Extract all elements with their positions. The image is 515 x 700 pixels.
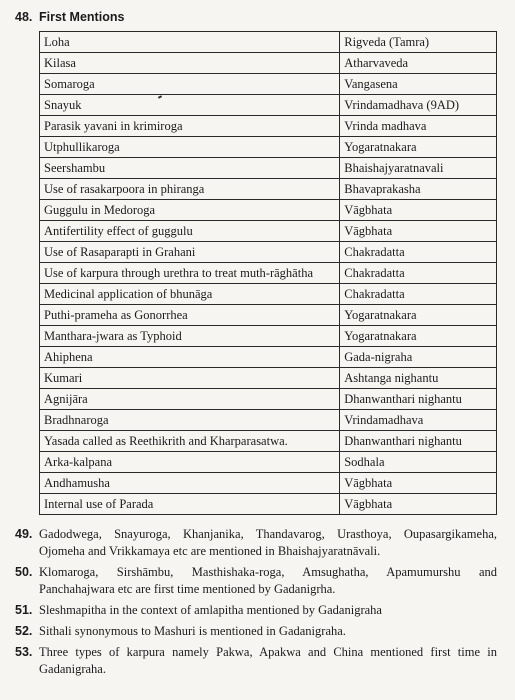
table-row [40,431,497,452]
note-number: 51. [15,603,33,617]
note-text: Sleshmapitha in the context of amlapitha mentioned by Gadanigraha [39,603,382,617]
item-cell: Guggulu in Medoroga [40,200,340,221]
table-row [40,284,497,305]
section-number: 48. [15,10,33,24]
source-cell: Vāgbhata [340,200,497,221]
table-row [40,137,497,158]
source-cell: Gada-nigraha [340,347,497,368]
table-row [40,158,497,179]
item-cell: Puthi-prameha as Gonorrhea [40,305,340,326]
item-cell: Internal use of Parada [40,494,340,515]
table-row [40,53,497,74]
note-item [15,644,497,678]
item-cell: Andhamusha [40,473,340,494]
item-cell: Arka-kalpana [40,452,340,473]
source-cell: Bhaishajyaratnavali [340,158,497,179]
item-cell: Loha [40,32,340,53]
note-number: 53. [15,645,33,659]
item-cell: Use of Rasaparapti in Grahani [40,242,340,263]
source-cell: Yogaratnakara [340,137,497,158]
table-row [40,32,497,53]
table-row [40,494,497,515]
source-cell: Chakradatta [340,263,497,284]
table-row [40,452,497,473]
table-row [40,368,497,389]
item-cell: Agnijāra [40,389,340,410]
item-cell: Kilasa [40,53,340,74]
item-cell: Seershambu [40,158,340,179]
note-text: Sithali synonymous to Mashuri is mentioned in Gadanigraha. [39,624,346,638]
note-item [15,602,497,619]
source-cell: Rigveda (Tamra) [340,32,497,53]
item-cell: Manthara-jwara as Typhoid [40,326,340,347]
source-cell: Yogaratnakara [340,326,497,347]
table-row [40,242,497,263]
table-row [40,347,497,368]
note-item [15,623,497,640]
source-cell: Vrinda madhava [340,116,497,137]
source-cell: Chakradatta [340,242,497,263]
table-row [40,116,497,137]
source-cell: Dhanwanthari nighantu [340,389,497,410]
note-number: 49. [15,527,33,541]
table-row [40,473,497,494]
table-row [40,200,497,221]
table-row [40,74,497,95]
item-cell: Ahiphena [40,347,340,368]
source-cell: Dhanwanthari nighantu [340,431,497,452]
first-mentions-table-body [40,32,497,515]
section-title: First Mentions [39,10,125,24]
item-cell: Parasik yavani in krimiroga [40,116,340,137]
source-cell: Sodhala [340,452,497,473]
item-cell: Use of karpura through urethra to treat muth-rāghātha [40,263,340,284]
table-row [40,179,497,200]
source-cell: Vāgbhata [340,494,497,515]
table-row [40,95,497,116]
note-item [15,526,497,560]
item-cell: Yasada called as Reethikrith and Kharparasatwa. [40,431,340,452]
table-row [40,326,497,347]
table-row [40,305,497,326]
table-row [40,221,497,242]
source-cell: Vrindamadhava (9AD) [340,95,497,116]
item-cell: Medicinal application of bhunāga [40,284,340,305]
source-cell: Vāgbhata [340,473,497,494]
note-text: Klomaroga, Sirshāmbu, Masthishaka-roga, Amsughatha, Apamumurshu and Panchahajwara etc are first time mentioned by Gadanigrha. [39,565,497,596]
note-text: Gadodwega, Snayuroga, Khanjanika, Thandavarog, Urasthoya, Oupasargikameha, Ojomeha and Vrikkamaya etc are mentioned in Bhaishajyaratnāvali. [39,527,497,558]
source-cell: Vrindamadhava [340,410,497,431]
table-row [40,410,497,431]
first-mentions-table [39,31,497,515]
item-cell: Somaroga [40,74,340,95]
item-cell: Snayuk [40,95,340,116]
note-number: 50. [15,565,33,579]
source-cell: Bhavaprakasha [340,179,497,200]
source-cell: Vāgbhata [340,221,497,242]
source-cell: Atharvaveda [340,53,497,74]
table-row [40,389,497,410]
table-row [40,263,497,284]
numbered-notes [15,526,497,682]
item-cell: Use of rasakarpoora in phiranga [40,179,340,200]
note-item [15,564,497,598]
item-cell: Kumari [40,368,340,389]
section-heading [15,10,124,24]
source-cell: Ashtanga nighantu [340,368,497,389]
note-number: 52. [15,624,33,638]
item-cell: Bradhnaroga [40,410,340,431]
item-cell: Utphullikaroga [40,137,340,158]
source-cell: Vangasena [340,74,497,95]
note-text: Three types of karpura namely Pakwa, Apakwa and China mentioned first time in Gadanigraha. [39,645,497,676]
source-cell: Yogaratnakara [340,305,497,326]
source-cell: Chakradatta [340,284,497,305]
item-cell: Antifertility effect of guggulu [40,221,340,242]
